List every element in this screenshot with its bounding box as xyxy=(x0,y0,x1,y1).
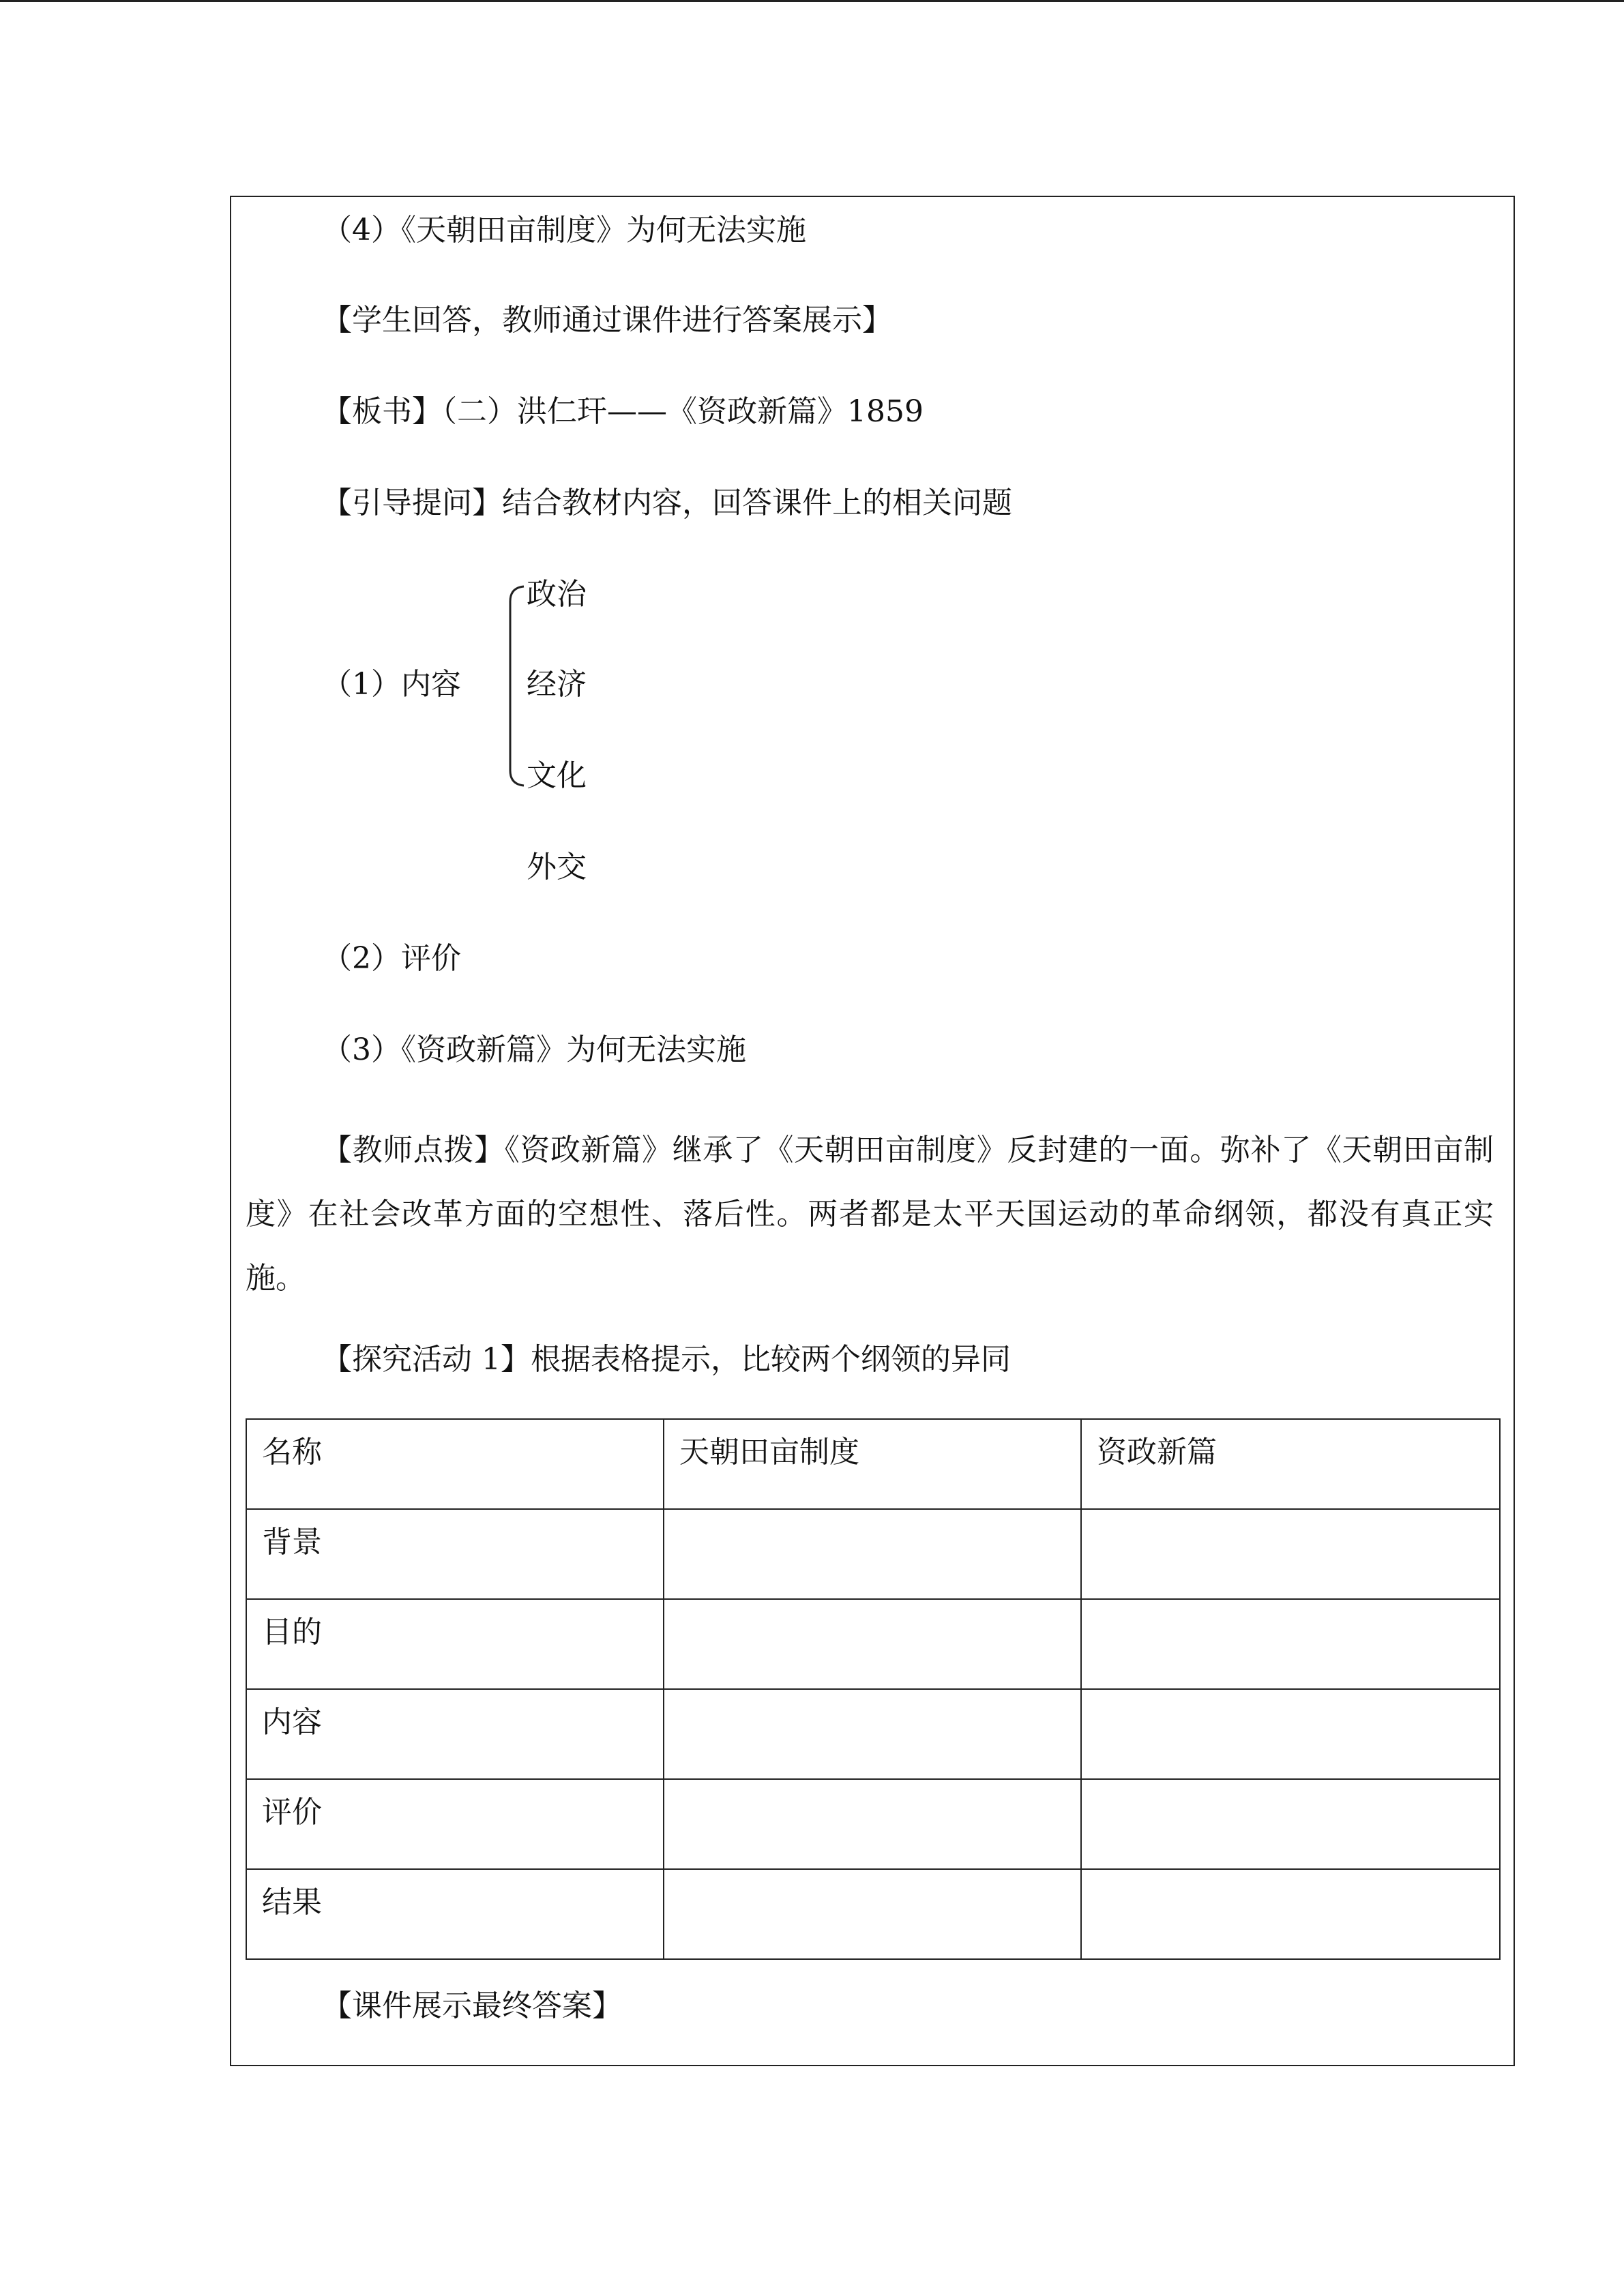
table-cell-empty xyxy=(664,1599,1081,1689)
comparison-table xyxy=(246,1418,1501,1960)
table-cell-empty xyxy=(1081,1869,1500,1959)
content-item-diplomacy: 外交 xyxy=(527,850,587,884)
table-header-cell: 资政新篇 xyxy=(1081,1419,1500,1509)
table-row-label: 评价 xyxy=(246,1779,664,1869)
question-3: （3）《资政新篇》为何无法实施 xyxy=(322,1032,746,1067)
activity-prompt: 【探究活动 1】根据表格提示，比较两个纲领的异同 xyxy=(322,1342,1011,1377)
guide-question: 【引导提问】结合教材内容，回答课件上的相关问题 xyxy=(322,486,1012,520)
table-row-label: 背景 xyxy=(246,1509,664,1599)
curly-brace-icon xyxy=(503,584,527,788)
content-item-politics: 政治 xyxy=(527,577,587,612)
table-header-cell: 名称 xyxy=(246,1419,664,1509)
table-cell-empty xyxy=(664,1779,1081,1869)
table-cell-empty xyxy=(1081,1509,1500,1599)
table-row xyxy=(246,1779,1500,1869)
table-row xyxy=(246,1869,1500,1959)
table-cell-empty xyxy=(1081,1779,1500,1869)
table-cell-empty xyxy=(1081,1599,1500,1689)
content-item-economy: 经济 xyxy=(527,667,587,702)
table-row xyxy=(246,1689,1500,1779)
question-4: （4）《天朝田亩制度》为何无法实施 xyxy=(322,213,806,248)
table-row-label: 结果 xyxy=(246,1869,664,1959)
content-label: （1）内容 xyxy=(322,667,461,702)
table-row-label: 内容 xyxy=(246,1689,664,1779)
table-row xyxy=(246,1509,1500,1599)
page-top-border xyxy=(0,0,1624,2)
table-row xyxy=(246,1599,1500,1689)
content-item-culture: 文化 xyxy=(527,758,587,793)
table-cell-empty xyxy=(664,1689,1081,1779)
teacher-point-paragraph: 【教师点拨】《资政新篇》继承了《天朝田亩制度》反封建的一面。弥补了《天朝田亩制度》在社会改革方面的空想性、落后性。两者都是太平天国运动的革命纲领，都没有真正实施。 xyxy=(246,1133,1494,1296)
board-note: 【板书】（二）洪仁玕——《资政新篇》1859 xyxy=(322,394,924,429)
final-answer-note: 【课件展示最终答案】 xyxy=(322,1988,622,2023)
table-header-row xyxy=(246,1419,1500,1509)
evaluate-label: （2）评价 xyxy=(322,941,461,976)
student-answer-note: 【学生回答，教师通过课件进行答案展示】 xyxy=(322,303,892,338)
table-cell-empty xyxy=(664,1869,1081,1959)
table-cell-empty xyxy=(1081,1689,1500,1779)
table-header-cell: 天朝田亩制度 xyxy=(664,1419,1081,1509)
table-cell-empty xyxy=(664,1509,1081,1599)
table-row-label: 目的 xyxy=(246,1599,664,1689)
